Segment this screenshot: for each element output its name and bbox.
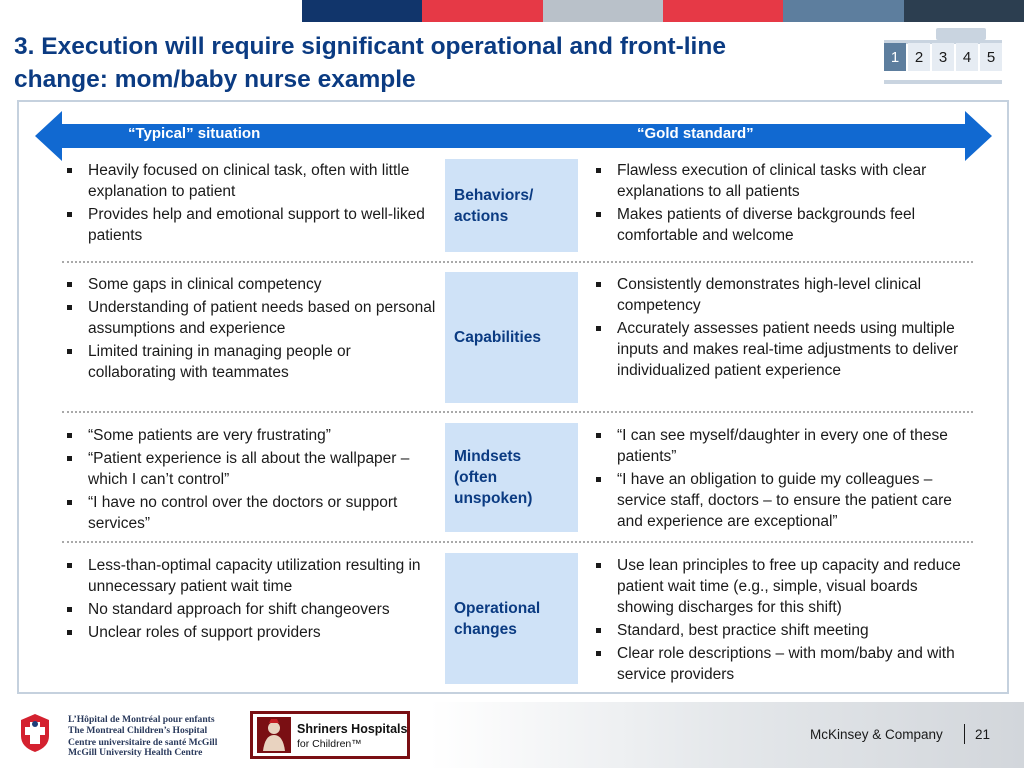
strip-segment — [302, 0, 422, 22]
row-3-typical — [62, 425, 438, 536]
shriners-line1: Shriners Hospitals — [297, 722, 408, 736]
gold-bullet: Clear role descriptions – with mom/baby and with service providers — [591, 643, 976, 685]
strip-segment — [543, 0, 663, 22]
tracker-page-4: 4 — [956, 43, 978, 71]
category-mindsets — [445, 423, 578, 532]
category-label-line: Operational — [454, 599, 541, 617]
tracker-page-2: 2 — [908, 43, 930, 71]
typical-bullet: “I have no control over the doctors or support services” — [62, 492, 438, 534]
tracker-page-3: 3 — [932, 43, 954, 71]
row-divider — [62, 261, 973, 263]
gold-standard-label: “Gold standard” — [637, 125, 754, 142]
tracker-boxes — [884, 43, 1002, 71]
category-label-line: Capabilities — [454, 329, 541, 346]
shriners-line2: for Children™ — [297, 738, 362, 750]
typical-bullet: Less-than-optimal capacity utilization resulting in unnecessary patient wait time — [62, 555, 438, 597]
category-operational-changes — [445, 553, 578, 684]
gold-bullet: “I can see myself/daughter in every one of these patients” — [591, 425, 976, 467]
company-name: McKinsey & Company — [810, 727, 943, 742]
page-separator — [964, 724, 965, 744]
typical-situation-label: “Typical” situation — [128, 125, 261, 142]
category-behaviors-actions — [445, 159, 578, 252]
gold-bullet: Consistently demonstrates high-level clinical competency — [591, 274, 976, 316]
row-1-typical — [62, 160, 438, 248]
category-label-line: actions — [454, 207, 509, 225]
typical-bullet: Understanding of patient needs based on personal assumptions and experience — [62, 297, 438, 339]
gold-bullet: “I have an obligation to guide my colleagues – service staff, doctors – to ensure the patient care and experience are exceptional” — [591, 469, 976, 532]
logo1-line: Centre universitaire de santé McGill — [68, 737, 218, 748]
strip-segment — [422, 0, 542, 22]
category-label-line: Behaviors/ — [454, 186, 534, 204]
row-4-typical — [62, 555, 438, 645]
typical-bullet: Heavily focused on clinical task, often with little explanation to patient — [62, 160, 438, 202]
row-1-gold — [591, 160, 976, 248]
category-label-line: changes — [454, 620, 517, 638]
top-color-strip — [302, 0, 1024, 22]
shriners-emblem-icon — [257, 717, 291, 753]
strip-segment — [783, 0, 903, 22]
row-3-gold — [591, 425, 976, 534]
category-label-line: unspoken) — [454, 490, 533, 507]
hospital-mark-icon — [18, 712, 52, 754]
gold-bullet: Use lean principles to free up capacity and reduce patient wait time (e.g., simple, visual boards showing discharges for this shift) — [591, 555, 976, 618]
slide-title-line: change: mom/baby nurse example — [14, 66, 416, 93]
strip-segment — [904, 0, 1024, 22]
logo1-line: L’Hôpital de Montréal pour enfants — [68, 714, 215, 725]
slide-title-line: 3. Execution will require significant operational and front-line — [14, 33, 726, 60]
typical-bullet: “Patient experience is all about the wallpaper – which I can’t control” — [62, 448, 438, 490]
gold-bullet: Accurately assesses patient needs using multiple inputs and makes real-time adjustments to deliver individualized patient experience — [591, 318, 976, 381]
category-capabilities — [445, 272, 578, 403]
gold-bullet: Makes patients of diverse backgrounds feel comfortable and welcome — [591, 204, 976, 246]
typical-bullet: Provides help and emotional support to well-liked patients — [62, 204, 438, 246]
row-2-typical — [62, 274, 438, 385]
category-label-line: (often — [454, 469, 498, 486]
row-divider — [62, 541, 973, 543]
section-tracker — [884, 28, 1002, 84]
typical-bullet: Some gaps in clinical competency — [62, 274, 438, 295]
page-number: 21 — [975, 727, 991, 742]
typical-bullet: “Some patients are very frustrating” — [62, 425, 438, 446]
row-divider — [62, 411, 973, 413]
tracker-roof — [936, 28, 986, 40]
tracker-page-1: 1 — [884, 43, 906, 71]
logo1-line: The Montreal Children’s Hospital — [68, 725, 208, 736]
tracker-base — [884, 80, 1002, 84]
typical-bullet: Unclear roles of support providers — [62, 622, 438, 643]
row-2-gold — [591, 274, 976, 383]
logo1-line: McGill University Health Centre — [68, 747, 203, 758]
typical-bullet: Limited training in managing people or collaborating with teammates — [62, 341, 438, 383]
gold-bullet: Standard, best practice shift meeting — [591, 620, 976, 641]
row-4-gold — [591, 555, 976, 687]
tracker-page-5: 5 — [980, 43, 1002, 71]
gold-bullet: Flawless execution of clinical tasks with clear explanations to all patients — [591, 160, 976, 202]
montreal-childrens-hospital-logo — [18, 712, 218, 758]
shriners-hospitals-logo — [250, 711, 410, 759]
typical-bullet: No standard approach for shift changeovers — [62, 599, 438, 620]
strip-segment — [663, 0, 783, 22]
category-label-line: Mindsets — [454, 448, 522, 465]
slide-title — [14, 30, 844, 96]
